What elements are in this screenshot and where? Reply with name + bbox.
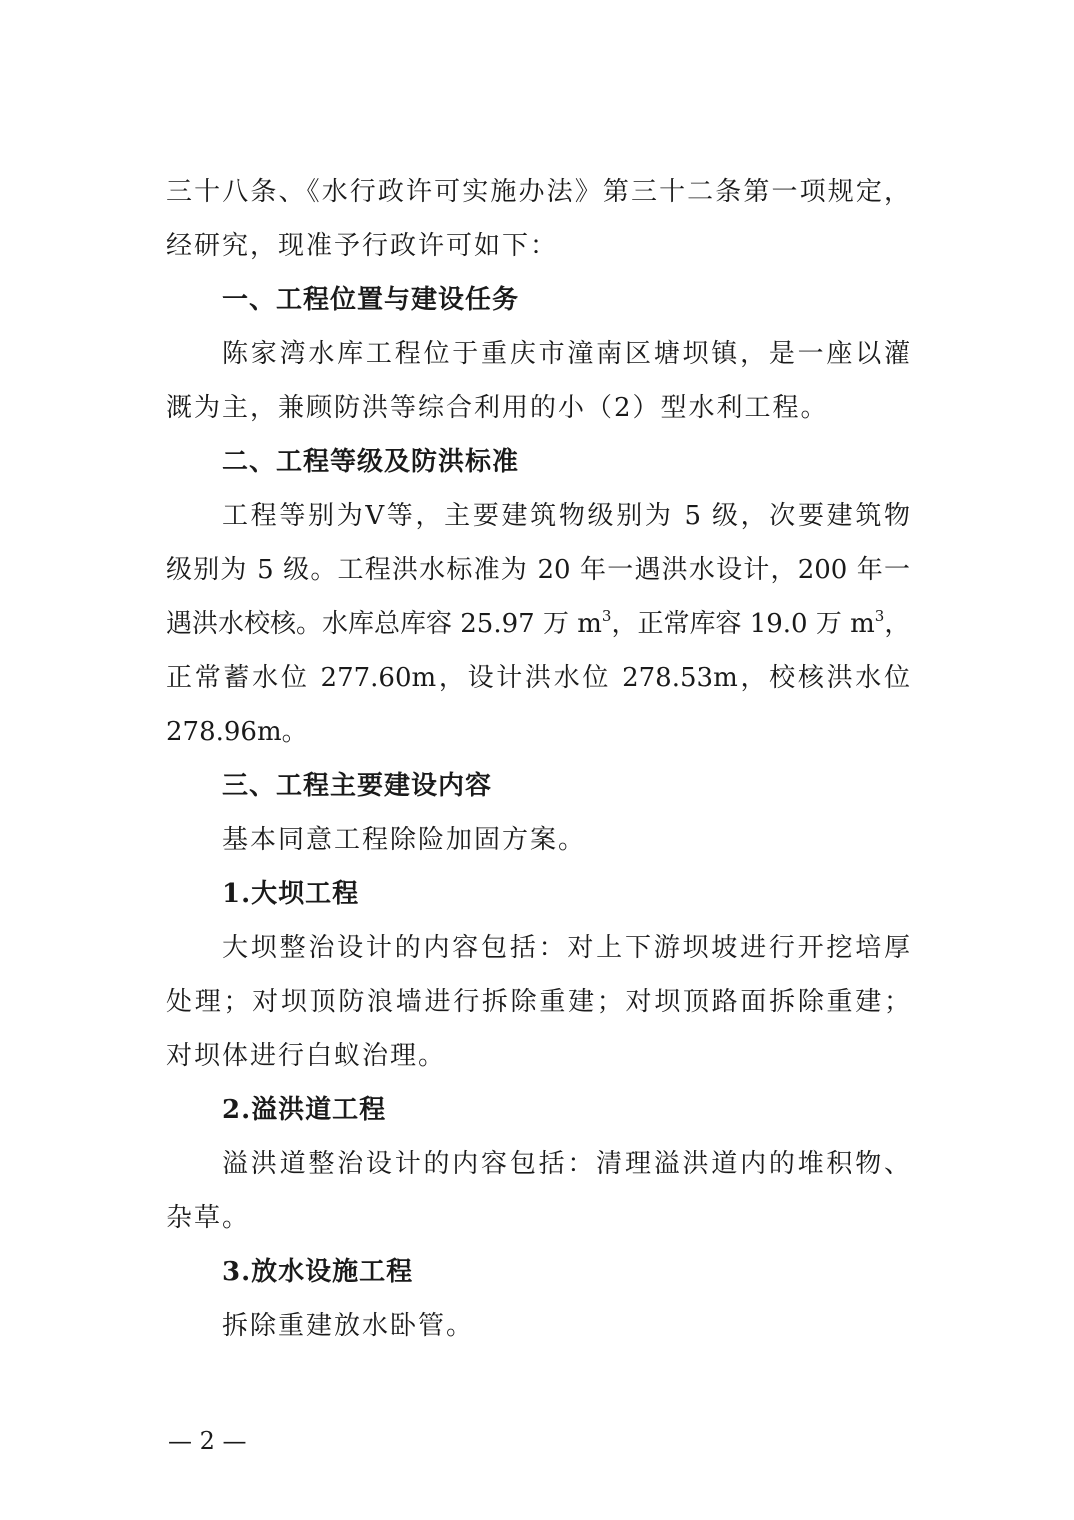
paragraph-line: 陈家湾水库工程位于重庆市潼南区塘坝镇，是一座以灌: [222, 339, 910, 369]
paragraph-line: 溢洪道整治设计的内容包括：清理溢洪道内的堆积物、: [222, 1149, 910, 1179]
paragraph-line: 正常蓄水位 277.60m，设计洪水位 278.53m，校核洪水位: [166, 663, 910, 693]
paragraph-line: 经研究，现准予行政许可如下：: [166, 231, 559, 261]
paragraph-line: 拆除重建放水卧管。: [222, 1311, 475, 1341]
paragraph-line: 三十八条、《水行政许可实施办法》第三十二条第一项规定，: [166, 177, 910, 207]
text-run: 遇洪水校核。水库总库容 25.97 万 m: [166, 609, 602, 639]
paragraph-line: 工程等别为Ⅴ等，主要建筑物级别为 5 级，次要建筑物: [222, 501, 910, 531]
page-number: — 2 —: [168, 1427, 247, 1455]
paragraph-line: 杂草。: [166, 1203, 251, 1233]
paragraph-line: 溉为主，兼顾防洪等综合利用的小（2）型水利工程。: [166, 393, 829, 423]
subsection-heading-spillway: 2.溢洪道工程: [222, 1095, 387, 1125]
paragraph-line: [166, 608, 910, 640]
paragraph-line: 级别为 5 级。工程洪水标准为 20 年一遇洪水设计，200 年一: [166, 555, 910, 585]
subsection-heading-dam: 1.大坝工程: [222, 879, 360, 909]
section-heading-3: 三、工程主要建设内容: [222, 771, 493, 801]
paragraph-line: 基本同意工程除险加固方案。: [222, 825, 587, 855]
text-run: ，: [884, 609, 911, 639]
paragraph-line: 处理；对坝顶防浪墙进行拆除重建；对坝顶路面拆除重建；: [166, 987, 910, 1017]
superscript: 3: [601, 607, 612, 625]
text-run: ，正常库容 19.0 万 m: [611, 609, 875, 639]
section-heading-1: 一、工程位置与建设任务: [222, 285, 520, 315]
paragraph-line: 278.96m。: [166, 717, 308, 747]
paragraph-line: 大坝整治设计的内容包括：对上下游坝坡进行开挖培厚: [222, 933, 910, 963]
superscript: 3: [874, 607, 885, 625]
paragraph-line: 对坝体进行白蚁治理。: [166, 1041, 447, 1071]
section-heading-2: 二、工程等级及防洪标准: [222, 447, 520, 477]
subsection-heading-outlet: 3.放水设施工程: [222, 1257, 414, 1287]
